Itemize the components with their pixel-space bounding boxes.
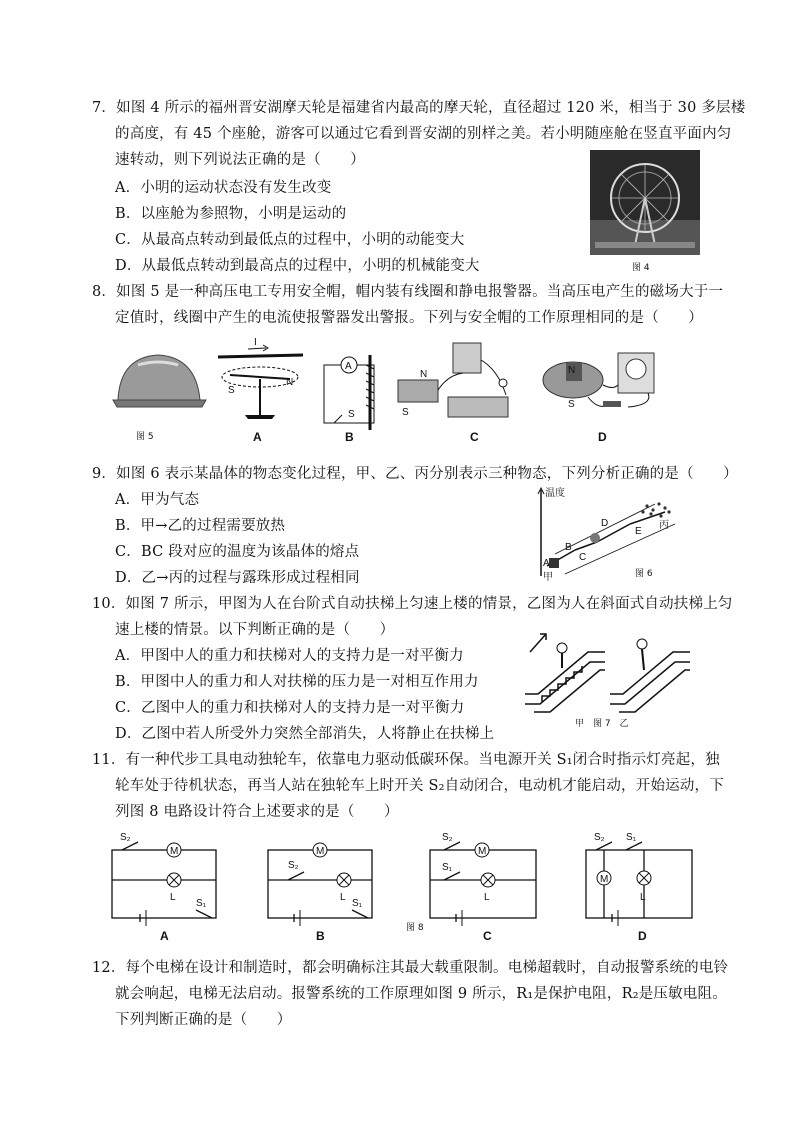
q10-option-d: D．乙图中若人所受外力突然全部消失，人将静止在扶梯上 — [115, 726, 495, 742]
circuit-b-lamp: L — [340, 892, 346, 903]
circuit-a — [112, 842, 216, 926]
option-d-figure — [543, 353, 654, 407]
q10-stem-line2: 速上楼的情景。以下判断正确的是（ ） — [115, 622, 395, 638]
pole-s-label: S — [228, 385, 235, 396]
circuit-a-s2: S₂ — [120, 832, 131, 843]
circuit-c-s2: S₂ — [442, 832, 453, 843]
circuit-a-label: A — [160, 929, 169, 943]
figure-4-caption: 图 4 — [632, 263, 650, 273]
state-bing-label: 丙 — [659, 520, 669, 531]
q10-option-a: A．甲图中人的重力和扶梯对人的支持力是一对平衡力 — [115, 648, 464, 664]
q7-option-b: B．以座舱为参照物，小明是运动的 — [115, 206, 347, 222]
magnet-s-label: S — [402, 407, 409, 418]
circuit-c-motor: M — [478, 846, 487, 857]
option-a-figure — [218, 337, 303, 419]
figure-7-caption: 甲 图 7 乙 — [575, 719, 629, 729]
q9-option-b: B．甲→乙的过程需要放热 — [115, 518, 286, 534]
helmet-image — [113, 355, 206, 407]
q9-stem-line1: 9．如图 6 表示某晶体的物态变化过程，甲、乙、丙分别表示三种物态，下列分析正确的是（ ） — [92, 466, 738, 482]
option-d-label: D — [598, 430, 607, 444]
figure-5-options — [108, 335, 688, 447]
circuit-d-motor: M — [600, 874, 609, 885]
q9-option-d: D．乙→丙的过程与露珠形成过程相同 — [115, 570, 360, 586]
circuit-b — [268, 850, 372, 926]
point-e-label: E — [635, 526, 642, 537]
current-label: I — [254, 337, 257, 348]
q7-stem-line3: 速转动，则下列说法正确的是（ ） — [115, 152, 365, 168]
option-a-label: A — [253, 430, 262, 444]
circuit-b-s1: S₁ — [352, 898, 363, 909]
q11-stem-line1: 11．有一种代步工具电动独轮车，依靠电力驱动低碳环保。当电源开关 S₁闭合时指示灯亮起，独 — [92, 752, 720, 768]
figure-6-caption: 图 6 — [635, 569, 653, 579]
switch-label: S — [348, 409, 355, 420]
figure-8-caption: 图 8 — [406, 923, 424, 933]
q11-stem-line2: 轮车处于待机状态，再当人站在独轮车上时开关 S₂自动闭合，电动机才能启动，开始运动，下 — [115, 778, 724, 794]
circuit-a-s1: S₁ — [196, 898, 207, 909]
graph-axis-label: 温度 — [545, 488, 565, 499]
q8-stem-line2: 定值时，线圈中产生的电流使报警器发出警报。下列与安全帽的工作原理相同的是（ ） — [115, 310, 703, 326]
point-a-label: A — [543, 558, 550, 569]
option-c-label: C — [470, 430, 479, 444]
q10-stem-line1: 10．如图 7 所示，甲图为人在台阶式自动扶梯上匀速上楼的情景，乙图为人在斜面式自动扶梯上匀 — [92, 596, 733, 612]
option-b-label: B — [345, 430, 354, 444]
pole-n-label: N — [286, 377, 294, 388]
q12-stem-line2: 就会响起，电梯无法启动。报警系统的工作原理如图 9 所示，R₁是保护电阻，R₂是压敏电阻。 — [115, 986, 727, 1002]
point-d-label: D — [601, 518, 609, 529]
q7-option-a: A．小明的运动状态没有发生改变 — [115, 180, 332, 196]
point-c-label: C — [579, 552, 587, 563]
q8-stem-line1: 8．如图 5 是一种高压电工专用安全帽，帽内装有线圈和静电报警器。当高压电产生的磁场大于一 — [92, 284, 724, 300]
slope-escalator — [610, 652, 690, 712]
circuit-c-lamp: L — [484, 892, 490, 903]
figure-8-circuits — [108, 826, 698, 944]
q7-option-d: D．从最低点转动到最高点的过程中，小明的机械能变大 — [115, 258, 480, 274]
circuit-a-lamp: L — [170, 892, 176, 903]
stepped-escalator — [525, 652, 605, 712]
figure-5-caption: 图 5 — [136, 432, 154, 442]
figure-6-temperature-graph — [535, 484, 695, 584]
state-jia-label: 甲 — [543, 572, 553, 583]
circuit-d-label: D — [638, 929, 647, 943]
circuit-a-motor: M — [170, 846, 179, 857]
circuit-b-s2: S₂ — [288, 860, 299, 871]
circuit-d-s1: S₁ — [626, 832, 637, 843]
q11-stem-line3: 列图 8 电路设计符合上述要求的是（ ） — [115, 804, 399, 820]
q7-option-c: C．从最高点转动到最低点的过程中，小明的动能变大 — [115, 232, 465, 248]
q7-stem-line2: 的高度，有 45 个座舱，游客可以通过它看到晋安湖的别样之美。若小明随座舱在竖直平面内匀 — [115, 126, 732, 142]
figure-7-escalators — [520, 612, 695, 730]
circuit-b-motor: M — [316, 846, 325, 857]
option-c-figure — [398, 343, 508, 417]
coil-n-label: N — [568, 365, 576, 376]
q12-stem-line3: 下列判断正确的是（ ） — [115, 1012, 292, 1028]
circuit-d-s2: S₂ — [594, 832, 605, 843]
circuit-c-s1: S₁ — [442, 862, 453, 873]
circuit-d-lamp: L — [640, 892, 646, 903]
circuit-b-label: B — [316, 929, 325, 943]
q9-option-c: C．BC 段对应的温度为该晶体的熔点 — [115, 544, 360, 560]
coil-s-label: S — [568, 399, 575, 410]
circuit-c-label: C — [483, 929, 492, 943]
ammeter-label: A — [345, 361, 352, 372]
q10-option-b: B．甲图中人的重力和人对扶梯的压力是一对相互作用力 — [115, 674, 479, 690]
figure-4-ferris-wheel — [590, 150, 700, 275]
q12-stem-line1: 12．每个电梯在设计和制造时，都会明确标注其最大载重限制。电梯超载时，自动报警系统的电铃 — [92, 960, 729, 976]
magnet-n-label: N — [420, 369, 428, 380]
q7-stem-line1: 7．如图 4 所示的福州晋安湖摩天轮是福建省内最高的摩天轮，直径超过 120 米，相当于 30 多层楼 — [92, 100, 746, 116]
q9-option-a: A．甲为气态 — [115, 492, 200, 508]
q10-option-c: C．乙图中人的重力和扶梯对人的支持力是一对平衡力 — [115, 700, 465, 716]
point-b-label: B — [565, 542, 572, 553]
